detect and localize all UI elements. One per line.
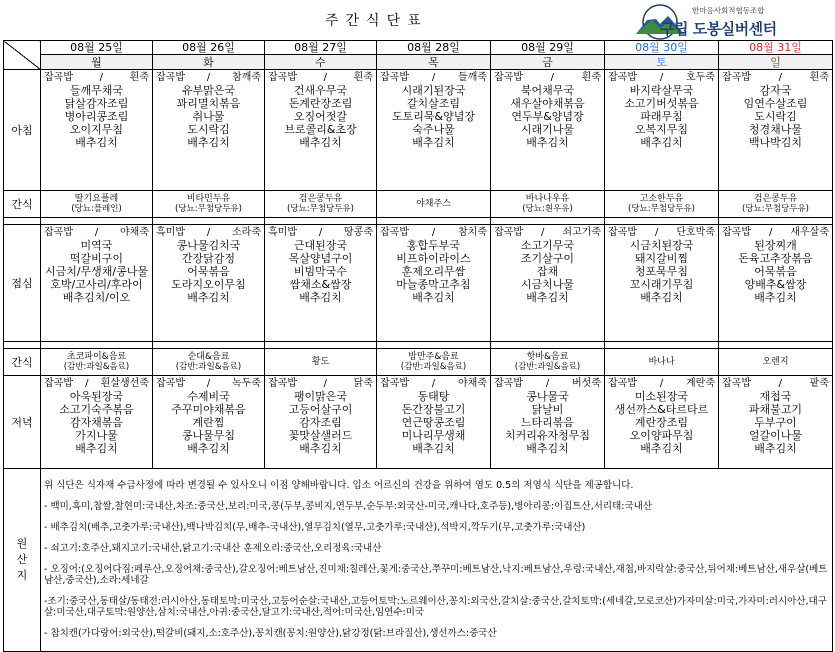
rice-type: 잡곡밥 [380, 72, 409, 83]
separator: / [99, 72, 104, 83]
rice-porridge-line [265, 377, 376, 390]
snack2-row [4, 349, 833, 376]
dish-item: 홍합두부국 [406, 239, 461, 252]
dish-item: 배추김치 [412, 442, 455, 455]
dish-item: 비프하이라이스 [396, 252, 471, 265]
rice-porridge-line [605, 226, 718, 239]
dish-item: 수제비국 [187, 390, 230, 403]
breakfast-cell [605, 70, 719, 191]
rice-type: 잡곡밥 [722, 378, 751, 389]
snack-cell: 밤만주&음료 (감반:과일&음료) [377, 349, 491, 376]
rice-porridge-line [491, 71, 604, 84]
dish-item: 간장닭감정 [181, 252, 236, 265]
dish-item: 갈치살조림 [406, 97, 461, 110]
dish-item: 두부구이 [754, 416, 797, 429]
porridge-type: 닭죽 [353, 378, 373, 389]
lunch-cell [491, 225, 605, 342]
rice-porridge-line [605, 377, 718, 390]
dish-item: 치커리유자청무침 [504, 429, 590, 442]
spacer-row [4, 342, 833, 349]
snack-cell: 오렌지 [719, 349, 833, 376]
dish-item: 미나리무생채 [401, 429, 466, 442]
date-cell: 08월 29일 [491, 41, 605, 55]
breakfast-cell [377, 70, 491, 191]
snack-cell: 바나나 [605, 349, 719, 376]
weekday-cell: 수 [265, 55, 377, 70]
dish-item: 시금치/무생채/콩나물 [44, 265, 149, 278]
note-line: 위 식단은 식자재 수급사정에 따라 변경될 수 있사오니 이점 양해바랍니다. 입소 어르신의 건강을 위하여 염도 0.5의 저염식 식단을 제공합니다. [44, 479, 634, 491]
corner-cell [4, 41, 41, 70]
dish-item: 오이양파무침 [629, 429, 694, 442]
dish-item: 콩나물국 [526, 390, 569, 403]
org-sub-name: 한마음사회적협동조합 [692, 6, 765, 15]
dish-item: 재첩국 [759, 390, 792, 403]
note-line: - 참치캔(가다랑어:외국산),떡갈비(돼지,소:호주산),꽁치캔(꽁치:원양산),닭강정(닭:브라질산),생선까스:중국산 [44, 627, 497, 639]
separator: / [431, 378, 436, 389]
origin-notes [41, 469, 833, 652]
rice-porridge-line [719, 71, 832, 84]
dish-item: 오징어젓갈 [293, 110, 348, 123]
lunch-cell [41, 225, 153, 342]
snack-cell: 검은콩두유 (당뇨:무첨당두유) [265, 191, 377, 218]
breakfast-cell [491, 70, 605, 191]
dish-item: 오복지무침 [634, 123, 689, 136]
dinner-cell [153, 376, 265, 469]
dish-item: 훈제오리무쌈 [401, 265, 466, 278]
dinner-cell [605, 376, 719, 469]
breakfast-cell [719, 70, 833, 191]
rice-type: 잡곡밥 [494, 227, 523, 238]
separator: / [545, 378, 550, 389]
rice-porridge-line [377, 226, 490, 239]
dish-item: 배추김치 [299, 442, 342, 455]
rice-porridge-line [265, 226, 376, 239]
weekday-cell: 목 [377, 55, 491, 70]
snack1-row [4, 191, 833, 218]
porridge-type: 땅콩죽 [344, 227, 373, 238]
dinner-cell [491, 376, 605, 469]
note-line: - 쇠고기:호주산,돼지고기:국내산,닭고기:국내산 훈제오리:중국산,오리정육:국내산 [44, 543, 382, 555]
rice-porridge-line [41, 71, 152, 84]
dish-item: 배추김치 [754, 442, 797, 455]
dish-item: 시금치된장국 [629, 239, 694, 252]
lunch-cell [153, 225, 265, 342]
snack-cell: 핫바&음료 (감반:과일&음료) [491, 349, 605, 376]
dish-item: 쌈채소&쌈장 [289, 278, 352, 291]
rice-porridge-line [41, 377, 152, 390]
date-cell: 08월 28일 [377, 41, 491, 55]
rice-type: 잡곡밥 [156, 378, 185, 389]
separator: / [540, 227, 545, 238]
dish-item: 꼬시래기무침 [629, 278, 694, 291]
rice-type: 잡곡밥 [44, 378, 73, 389]
dish-item: 시금치나물 [520, 278, 575, 291]
dish-item: 닭날비 [531, 403, 564, 416]
rice-porridge-line [377, 71, 490, 84]
note-line: - 백미,흑미,찹쌀,찰현미:국내산,차조:중국산,보리:미국,콩(두부,콩비지,연두부,순두부:외국산-미국,캐나다,호주등),병아리콩:이집트산,서리태:국내산 [44, 500, 653, 512]
dish-item: 건새우무국 [293, 84, 348, 97]
dish-item: 배추김치 [526, 136, 569, 149]
dish-item: 콩나물무침 [181, 429, 236, 442]
snack-cell: 초코파이&음료 (감반:과일&음료) [41, 349, 153, 376]
lunch-cell [377, 225, 491, 342]
dish-item: 도시락김 [187, 123, 230, 136]
separator: / [550, 72, 555, 83]
dish-item: 꽃맛살샐러드 [288, 429, 353, 442]
date-cell: 08월 31일 [719, 41, 833, 55]
dish-item: 숙주나물 [412, 123, 455, 136]
rice-porridge-line [153, 377, 264, 390]
porridge-type: 야채죽 [458, 378, 487, 389]
snack-cell: 검은콩두유 (당뇨:무첨당두유) [719, 191, 833, 218]
dish-item: 주꾸미야채볶음 [171, 403, 246, 416]
dish-item: 마늘종막고추침 [396, 278, 471, 291]
breakfast-cell [265, 70, 377, 191]
rice-porridge-line [491, 226, 604, 239]
dish-item: 배추김치 [412, 136, 455, 149]
dish-item: 꽈리멸치볶음 [176, 97, 241, 110]
rice-type: 잡곡밥 [494, 72, 523, 83]
porridge-type: 흰죽 [129, 72, 149, 83]
weekday-cell: 토 [605, 55, 719, 70]
dish-item: 감자채볶음 [69, 416, 124, 429]
porridge-type: 들깨죽 [458, 72, 487, 83]
dish-item: 돈육고추장볶음 [738, 252, 813, 265]
rice-type: 잡곡밥 [494, 378, 523, 389]
rice-type: 잡곡밥 [722, 72, 751, 83]
dinner-cell [719, 376, 833, 469]
rice-type: 잡곡밥 [608, 227, 637, 238]
dish-item: 연근땅콩조림 [401, 416, 466, 429]
weekday-cell: 월 [41, 55, 153, 70]
snack-cell: 황도 [265, 349, 377, 376]
dish-item: 배추김치 [526, 442, 569, 455]
dish-item: 연두부&양념장 [511, 110, 584, 123]
rice-porridge-line [719, 226, 832, 239]
porridge-type: 참깨죽 [232, 72, 261, 83]
separator: / [768, 227, 773, 238]
rice-type: 잡곡밥 [608, 378, 637, 389]
dish-item: 얼갈이나물 [748, 429, 803, 442]
dish-item: 배추김치/이오 [62, 291, 131, 304]
dish-item: 유부맑은국 [181, 84, 236, 97]
dish-item: 배추김치 [754, 291, 797, 304]
dish-item: 시래기나물 [520, 123, 575, 136]
dish-item: 아욱된장국 [69, 390, 124, 403]
dish-item: 돈간장불고기 [401, 403, 466, 416]
dish-item: 도라지오이무침 [171, 278, 246, 291]
rice-porridge-line [153, 71, 264, 84]
dish-item: 배추김치 [187, 136, 230, 149]
dish-item: 임연수살조림 [743, 97, 808, 110]
porridge-type: 단호박죽 [676, 227, 715, 238]
dish-item: 배추김치 [187, 442, 230, 455]
rice-type: 잡곡밥 [608, 72, 637, 83]
snack-cell: 딸기요플레 (당뇨:플레인) [41, 191, 153, 218]
porridge-type: 계란죽 [686, 378, 715, 389]
porridge-type: 쇠고기죽 [562, 227, 601, 238]
separator: / [206, 378, 211, 389]
dish-item: 고등어살구이 [288, 403, 353, 416]
dish-item: 돈계란장조림 [288, 97, 353, 110]
dish-item: 미역국 [80, 239, 113, 252]
rice-type: 잡곡밥 [44, 72, 73, 83]
snack-cell: 야채주스 [377, 191, 491, 218]
rice-porridge-line [719, 377, 832, 390]
dish-item: 근대된장국 [293, 239, 348, 252]
dish-item: 목살양념구이 [288, 252, 353, 265]
separator: / [431, 72, 436, 83]
lunch-label: 점심 [4, 225, 41, 342]
dish-item: 팽이맑은국 [293, 390, 348, 403]
separator: / [778, 378, 783, 389]
dinner-label: 저녁 [4, 376, 41, 469]
snack2-label: 간식 [4, 349, 41, 376]
dish-item: 떡갈비구이 [69, 252, 124, 265]
dish-item: 시래기된장국 [401, 84, 466, 97]
dish-item: 새우살야채볶음 [510, 97, 585, 110]
date-cell: 08월 25일 [41, 41, 153, 55]
rice-porridge-line [265, 71, 376, 84]
lunch-cell [605, 225, 719, 342]
separator: / [778, 72, 783, 83]
dish-item: 생선까스&타르타르 [614, 403, 709, 416]
dish-item: 바지락살무국 [629, 84, 694, 97]
porridge-type: 버섯죽 [572, 378, 601, 389]
dish-item: 파채불고기 [748, 403, 803, 416]
rice-porridge-line [41, 226, 152, 239]
rice-type: 잡곡밥 [380, 378, 409, 389]
rice-porridge-line [377, 377, 490, 390]
dish-item: 감자국 [759, 84, 792, 97]
porridge-type: 소라죽 [232, 227, 261, 238]
date-cell: 08월 26일 [153, 41, 265, 55]
origin-row [4, 469, 833, 652]
dish-item: 배추김치 [187, 291, 230, 304]
dish-item: 동태탕 [417, 390, 450, 403]
dinner-cell [377, 376, 491, 469]
dish-item: 들깨무채국 [69, 84, 124, 97]
porridge-type: 흰죽 [809, 72, 829, 83]
dish-item: 오이지무침 [69, 123, 124, 136]
separator: / [659, 72, 664, 83]
porridge-type: 흰살생선죽 [100, 378, 149, 389]
separator: / [659, 378, 664, 389]
dish-item: 잡채 [536, 265, 559, 278]
dinner-cell [265, 376, 377, 469]
dish-item: 소고기숙주볶음 [59, 403, 134, 416]
dish-item: 감자조림 [299, 416, 342, 429]
dish-item: 백나박김치 [748, 136, 803, 149]
snack-cell: 순대&음료 (감반:과일&음료) [153, 349, 265, 376]
dish-item: 계란찜 [192, 416, 225, 429]
dish-item: 배추김치 [299, 291, 342, 304]
dish-item: 청경채나물 [748, 123, 803, 136]
dish-item: 배추김치 [640, 291, 683, 304]
note-line: - 오징어:(오징어다짐:페루산,오징어채:중국산),갈오징어:베트남산,진미채:칠레산,꽃게:중국산,쭈꾸미:베트남산,낙지:베트남산,우렁:국내산,재첩,바지락살:중국산,뒤어채:베트남산,새우살(베트남산,중국산),소라:세네갈 [44, 564, 828, 586]
spacer-row [4, 218, 833, 225]
origin-label: 원산지 [4, 469, 41, 652]
separator: / [654, 227, 659, 238]
porridge-type: 팥죽 [809, 378, 829, 389]
weekly-menu-table [3, 40, 833, 652]
rice-type: 잡곡밥 [722, 227, 751, 238]
dish-item: 조기살구이 [520, 252, 575, 265]
lunch-cell [719, 225, 833, 342]
weekday-row [4, 55, 833, 70]
dish-item: 배추김치 [75, 442, 118, 455]
dish-item: 배추김치 [75, 136, 118, 149]
separator: / [431, 227, 436, 238]
dish-item: 브로콜리&초장 [284, 123, 357, 136]
snack-cell: 고소한두유 (당뇨:무첨당두유) [605, 191, 719, 218]
dish-item: 배추김치 [640, 136, 683, 149]
dish-item: 느타리볶음 [520, 416, 575, 429]
separator: / [206, 227, 211, 238]
dish-item: 도토리묵&양념장 [392, 110, 475, 123]
separator: / [94, 227, 99, 238]
separator: / [323, 378, 328, 389]
dish-item: 소고기무국 [520, 239, 575, 252]
dish-item: 취나물 [192, 110, 225, 123]
snack1-label: 간식 [4, 191, 41, 218]
dish-item: 닭살감자조림 [64, 97, 129, 110]
date-cell: 08월 30일 [605, 41, 719, 55]
rice-type: 잡곡밥 [380, 227, 409, 238]
dish-item: 배추김치 [299, 136, 342, 149]
dish-item: 배추김치 [412, 291, 455, 304]
rice-porridge-line [605, 71, 718, 84]
rice-porridge-line [491, 377, 604, 390]
rice-type: 흑미밥 [156, 227, 185, 238]
dish-item: 호박/고사리/후라이 [50, 278, 143, 291]
separator: / [323, 72, 328, 83]
breakfast-row [4, 70, 833, 191]
dish-item: 배추김치 [526, 291, 569, 304]
porridge-type: 흰죽 [581, 72, 601, 83]
lunch-cell [265, 225, 377, 342]
rice-type: 잡곡밥 [268, 378, 297, 389]
porridge-type: 새우살죽 [790, 227, 829, 238]
weekday-cell: 화 [153, 55, 265, 70]
dish-item: 도시락김 [754, 110, 797, 123]
org-name: 구립 도봉실버센터 [660, 20, 777, 38]
menu-title: 주간식단표 [325, 13, 428, 29]
rice-type: 흑미밥 [268, 227, 297, 238]
dish-item: 어묵볶음 [187, 265, 230, 278]
dish-item: 콩나물김치국 [176, 239, 241, 252]
note-line: - 배추김치(배추,고춧가루:국내산),백나박김치(무,배추-국내산),열무김치(열무,고춧가루:국내산),석박지,깍두기(무,고춧가루:국내산) [44, 521, 586, 533]
date-row [4, 41, 833, 55]
dish-item: 병아리콩조림 [64, 110, 129, 123]
rice-type: 잡곡밥 [156, 72, 185, 83]
separator: / [206, 72, 211, 83]
snack-cell: 바나나우유 (당뇨:흰우유) [491, 191, 605, 218]
dish-item: 돼지갈비찜 [634, 252, 689, 265]
dish-item: 청포묵무침 [634, 265, 689, 278]
snack-cell: 비타민두유 (당뇨:무첨당두유) [153, 191, 265, 218]
dish-item: 된장찌개 [754, 239, 797, 252]
dish-item: 파래무침 [640, 110, 683, 123]
dish-item: 가지나물 [75, 429, 118, 442]
dish-item: 북어채무국 [520, 84, 575, 97]
porridge-type: 참치죽 [458, 227, 487, 238]
dish-item: 계란장조림 [634, 416, 689, 429]
date-cell: 08월 27일 [265, 41, 377, 55]
dish-item: 배추김치 [640, 442, 683, 455]
porridge-type: 호두죽 [686, 72, 715, 83]
dinner-cell [41, 376, 153, 469]
breakfast-cell [153, 70, 265, 191]
breakfast-cell [41, 70, 153, 191]
dish-item: 어묵볶음 [754, 265, 797, 278]
porridge-type: 흰죽 [353, 72, 373, 83]
separator: / [85, 378, 89, 389]
weekday-cell: 금 [491, 55, 605, 70]
breakfast-label: 아침 [4, 70, 41, 191]
rice-type: 잡곡밥 [44, 227, 73, 238]
dish-item: 소고기버섯볶음 [624, 97, 699, 110]
weekday-cell: 일 [719, 55, 833, 70]
separator: / [318, 227, 323, 238]
rice-porridge-line [153, 226, 264, 239]
dish-item: 비빔막국수 [293, 265, 348, 278]
rice-type: 잡곡밥 [268, 72, 297, 83]
note-line: -조기:중국산,동태살/동태전:러시아산,동태토막:미국산,고등어순살:국내산,고등어토막:노르웨이산,꽁치:외국산,갈치살:중국산,갈치토막:(세네갈,모로코산)가자미살:미국,가자미:러시아산,대구살:미국산,대구토막:원양산,삼치:국내산,아귀:중국산,달고기:국내산,적어:미국산,임연수:미국 [44, 596, 827, 618]
lunch-row [4, 225, 833, 342]
dish-item: 양배추&쌈장 [744, 278, 807, 291]
dinner-row [4, 376, 833, 469]
porridge-type: 녹두죽 [232, 378, 261, 389]
porridge-type: 야채죽 [120, 227, 149, 238]
dish-item: 미소된장국 [634, 390, 689, 403]
